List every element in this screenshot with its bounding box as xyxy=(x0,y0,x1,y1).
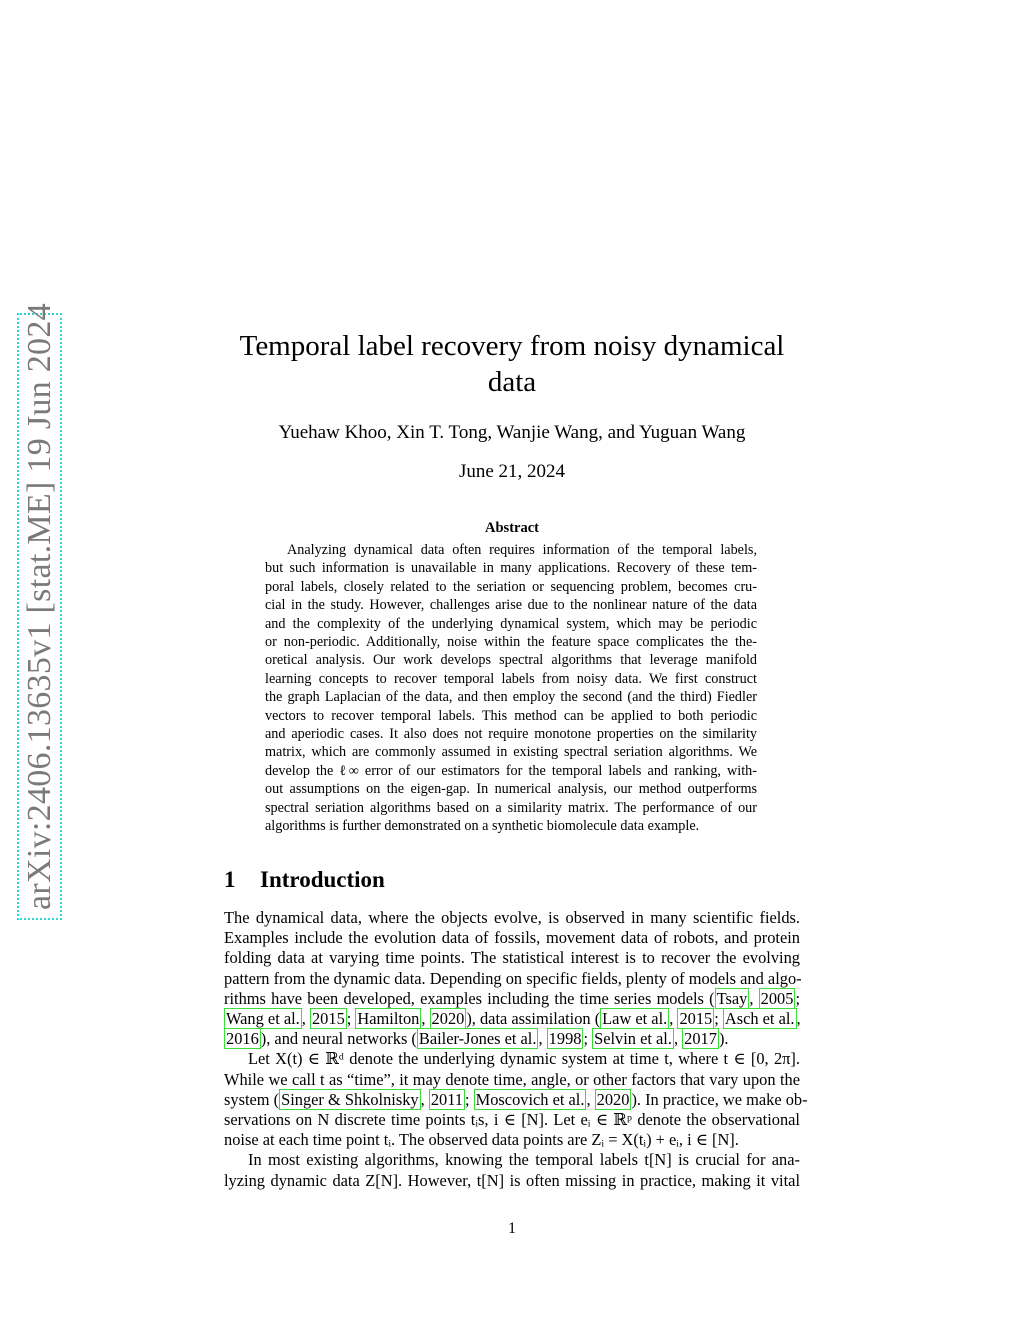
text-run: , xyxy=(669,1009,678,1029)
text-run: rithms have been developed, examples including the time series models ( xyxy=(224,988,715,1008)
abstract-line: and the complexity of the underlying dynamical system, which may be periodic xyxy=(265,615,757,632)
citation-link[interactable]: 2011 xyxy=(430,1089,463,1109)
section-heading-introduction xyxy=(224,865,385,895)
text-run: ; xyxy=(714,1009,723,1029)
citation-link[interactable]: 1998 xyxy=(548,1029,582,1049)
title-line-1: Temporal label recovery from noisy dynamical xyxy=(239,330,785,362)
citation-link[interactable]: Moscovich et al. xyxy=(475,1089,585,1109)
text-run: , xyxy=(421,1009,430,1029)
abstract-line: but such information is unavailable in many applications. Recovery of these tem- xyxy=(265,560,757,577)
body-line: pattern from the dynamic data. Depending on specific fields, plenty of models and algo- xyxy=(224,968,802,988)
text-run: ; xyxy=(583,1029,593,1049)
citation-link[interactable]: Tsay xyxy=(716,988,748,1008)
abstract-line: and aperiodic cases. It also does not require monotone properties on the similarity xyxy=(265,726,757,743)
text-run: ; xyxy=(795,988,800,1008)
abstract-line: learning concepts to recover temporal labels from noisy data. We first construct xyxy=(265,670,757,687)
citation-link[interactable]: Hamilton xyxy=(357,1009,420,1029)
author-list: Yuehaw Khoo, Xin T. Tong, Wanjie Wang, and Yuguan Wang xyxy=(278,422,746,443)
body-line: The dynamical data, where the objects evolve, is observed in many scientific fields. xyxy=(224,908,800,927)
abstract-heading: Abstract xyxy=(485,520,539,536)
abstract-line: oretical analysis. Our work develops spectral algorithms that leverage manifold xyxy=(265,652,757,669)
citation-link[interactable]: Bailer-Jones et al. xyxy=(418,1029,537,1049)
abstract-line: develop the ℓ∞ error of our estimators for the temporal labels and ranking, with- xyxy=(265,762,757,779)
citation-link[interactable]: Law et al. xyxy=(602,1009,668,1029)
body-line: Let X(t) ∈ ℝᵈ denote the underlying dynamic system at time t, where t ∈ [0, 2π]. xyxy=(248,1049,800,1069)
citation-link[interactable]: 2015 xyxy=(679,1009,713,1029)
text-run: ; xyxy=(465,1089,474,1109)
text-run: , xyxy=(673,1029,683,1049)
text-run: system ( xyxy=(224,1089,280,1109)
abstract-line: spectral seriation algorithms based on a similarity matrix. The performance of our xyxy=(265,799,757,816)
body-line: While we call t as “time”, it may denote time, angle, or other factors that vary upon the xyxy=(224,1069,800,1089)
body-line xyxy=(224,989,800,1009)
abstract-line: algorithms is further demonstrated on a synthetic biomolecule data example. xyxy=(265,818,700,835)
abstract-line: cial in the study. However, challenges arise due to the nonlinear nature of the data xyxy=(265,597,757,614)
citation-link[interactable]: 2020 xyxy=(431,1009,465,1029)
arxiv-identifier[interactable]: arXiv:2406.13635v1 [stat.ME] 19 Jun 2024 xyxy=(21,303,58,910)
abstract-line: poral labels, closely related to the seriation or sequencing problem, becomes cru- xyxy=(265,578,757,595)
text-run: , xyxy=(420,1089,429,1109)
text-run: , xyxy=(749,988,759,1008)
citation-link[interactable]: Asch et al. xyxy=(724,1009,795,1029)
introduction-body xyxy=(224,908,808,1191)
body-line: Examples include the evolution data of fossils, movement data of robots, and protein xyxy=(224,928,800,948)
text-run: , xyxy=(796,1009,801,1029)
text-run: , xyxy=(301,1009,310,1029)
body-line xyxy=(224,1009,800,1029)
text-run: , xyxy=(586,1089,595,1109)
citation-link[interactable]: 2017 xyxy=(684,1029,717,1049)
abstract-line: out assumptions on the eigen-gap. In numerical analysis, our method outperforms xyxy=(265,781,757,798)
abstract-line: vectors to recover temporal labels. This method can be applied to both periodic xyxy=(265,707,757,724)
text-run: ; xyxy=(346,1009,356,1029)
abstract-line: the graph Laplacian of the data, and then employ the second (and the third) Fiedler xyxy=(265,689,757,706)
text-run: , xyxy=(538,1029,547,1049)
abstract-body xyxy=(265,541,757,836)
text-run: ), and neural networks ( xyxy=(260,1029,417,1049)
section-title: Introduction xyxy=(260,867,385,892)
paper-title xyxy=(224,328,800,400)
text-run: ). In practice, we make ob- xyxy=(631,1089,808,1109)
citation-link[interactable]: Singer & Shkolnisky xyxy=(281,1089,419,1109)
section-number: 1 xyxy=(224,867,236,892)
citation-link[interactable]: Selvin et al. xyxy=(594,1029,672,1049)
paper-date: June 21, 2024 xyxy=(458,461,566,482)
abstract-line: or non-periodic. Additionally, noise within the feature space complicates the the- xyxy=(265,634,757,651)
body-line xyxy=(224,1089,808,1110)
body-line: lyzing dynamic data Z[N]. However, t[N] is often missing in practice, making it vital xyxy=(224,1170,800,1190)
body-line xyxy=(224,1029,800,1049)
body-line: noise at each time point tᵢ. The observed data points are Zᵢ = X(tᵢ) + eᵢ, i ∈ [N]. xyxy=(224,1130,739,1150)
citation-link[interactable]: 2015 xyxy=(311,1009,345,1029)
body-line: In most existing algorithms, knowing the temporal labels t[N] is crucial for ana- xyxy=(248,1150,800,1170)
citation-link[interactable]: 2020 xyxy=(596,1089,630,1109)
citation-link[interactable]: 2016 xyxy=(226,1029,259,1049)
abstract-line: matrix, which are commonly assumed in existing spectral seriation algorithms. We xyxy=(265,744,757,761)
body-line: servations on N discrete time points tᵢs, i ∈ [N]. Let eᵢ ∈ ℝᵖ denote the observational xyxy=(224,1110,800,1130)
body-line: folding data at varying time points. The statistical interest is to recover the evolving xyxy=(224,948,800,968)
abstract-line: Analyzing dynamical data often requires information of the temporal labels, xyxy=(287,542,757,558)
title-line-2: data xyxy=(487,366,537,398)
text-run: ), data assimilation ( xyxy=(466,1009,601,1029)
citation-link[interactable]: Wang et al. xyxy=(226,1009,300,1029)
text-run: ). xyxy=(718,1029,729,1049)
page-number: 1 xyxy=(508,1220,516,1237)
citation-link[interactable]: 2005 xyxy=(760,988,794,1008)
